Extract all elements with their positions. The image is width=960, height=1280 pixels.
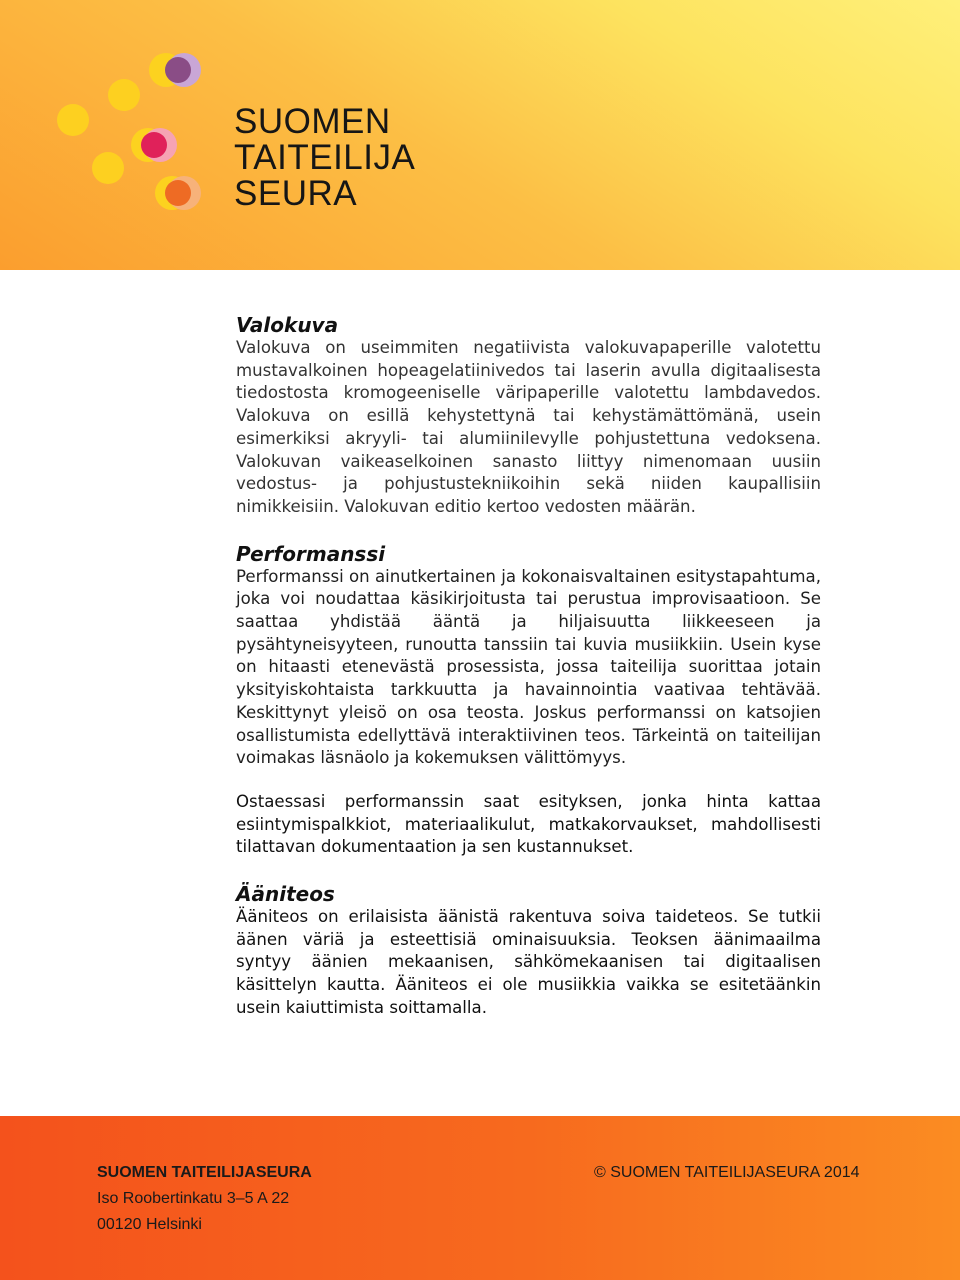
logo-line-2: TAITEILIJA bbox=[234, 138, 416, 177]
section-title-aaniteos: Ääniteos bbox=[236, 882, 335, 907]
logo-line-3: SEURA bbox=[234, 174, 358, 213]
logo-dots-icon bbox=[0, 0, 240, 240]
logo-wordmark bbox=[234, 104, 415, 212]
footer-street: Iso Roobertinkatu 3–5 A 22 bbox=[97, 1190, 290, 1207]
footer-address bbox=[97, 1160, 312, 1238]
header-banner bbox=[0, 0, 960, 270]
section-title-valokuva: Valokuva bbox=[236, 313, 339, 337]
logo-line-1: SUOMEN bbox=[234, 102, 391, 141]
section-title-performanssi: Performanssi bbox=[236, 541, 386, 566]
footer-org-name: SUOMEN TAITEILIJASEURA bbox=[97, 1164, 312, 1181]
section-paragraph-performanssi-purchase: Ostaessasi performanssin saat esityksen, jonka hinta kattaa esiintymispalkkiot, materiaalikulut, matkakorvaukset, mahdollisesti tilattavan dokumentaation ja sen kustannukset. bbox=[236, 791, 821, 857]
main-content bbox=[236, 313, 821, 1020]
section-paragraph-aaniteos: Ääniteos on erilaisista äänistä rakentuva soiva taideteos. Se tutkii äänen väriä ja esteettisiä ominaisuuksia. Teoksen äänimaailma syntyy äänien mekaanisen, sähkömekaanisen tai digitaalisen käsittelyn kautta. Ääniteos ei ole musiikkia vaikka se esitetäänkin usein kaiuttimista soittamalla. bbox=[236, 907, 821, 1017]
footer-postal: 00120 Helsinki bbox=[97, 1216, 202, 1233]
footer-copyright: © SUOMEN TAITEILIJASEURA 2014 bbox=[594, 1164, 860, 1181]
section-paragraph-performanssi: Performanssi on ainutkertainen ja kokonaisvaltainen esitystapahtuma, joka voi noudattaa käsikirjoitusta tai perustua improvisaatioon. Se saattaa yhdistää ääntä ja hiljaisuutta liikkeeseen ja pysähtyneisyyteen, runoutta tanssiin tai kuvia musiikkiin. Usein kyse on hitaasti etenevästä prosessista, jossa taiteilija suorittaa jotain yksityiskohtaista tarkkuutta ja havainnointia vaativaa tehtävää. Keskittynyt yleisö on osa teosta. Joskus performanssi on katsojien osallistumista edellyttävä interaktiivinen teos. Tärkeintä on taiteilijan voimakas läsnäolo ja kokemuksen välittömyys. bbox=[236, 566, 821, 768]
section-paragraph-valokuva: Valokuva on useimmiten negatiivista valokuvapaperille valotettu mustavalkoinen hopeagelatiinivedos tai laserin avulla digitaalisesta tiedostosta kromogeeniselle väripaperille valotettu lambdavedos. Valokuva on esillä kehystettynä tai kehystämättömänä, usein esimerkiksi akryyli- tai alumiinilevylle pohjustettuna vedoksena. Valokuvan vaikeaselkoinen sanasto liittyy nimenomaan uusiin vedostus- ja pohjustustekniikoihin sekä niiden kaupallisiin nimikkeisiin. Valokuvan editio kertoo vedosten määrän. bbox=[236, 338, 821, 516]
